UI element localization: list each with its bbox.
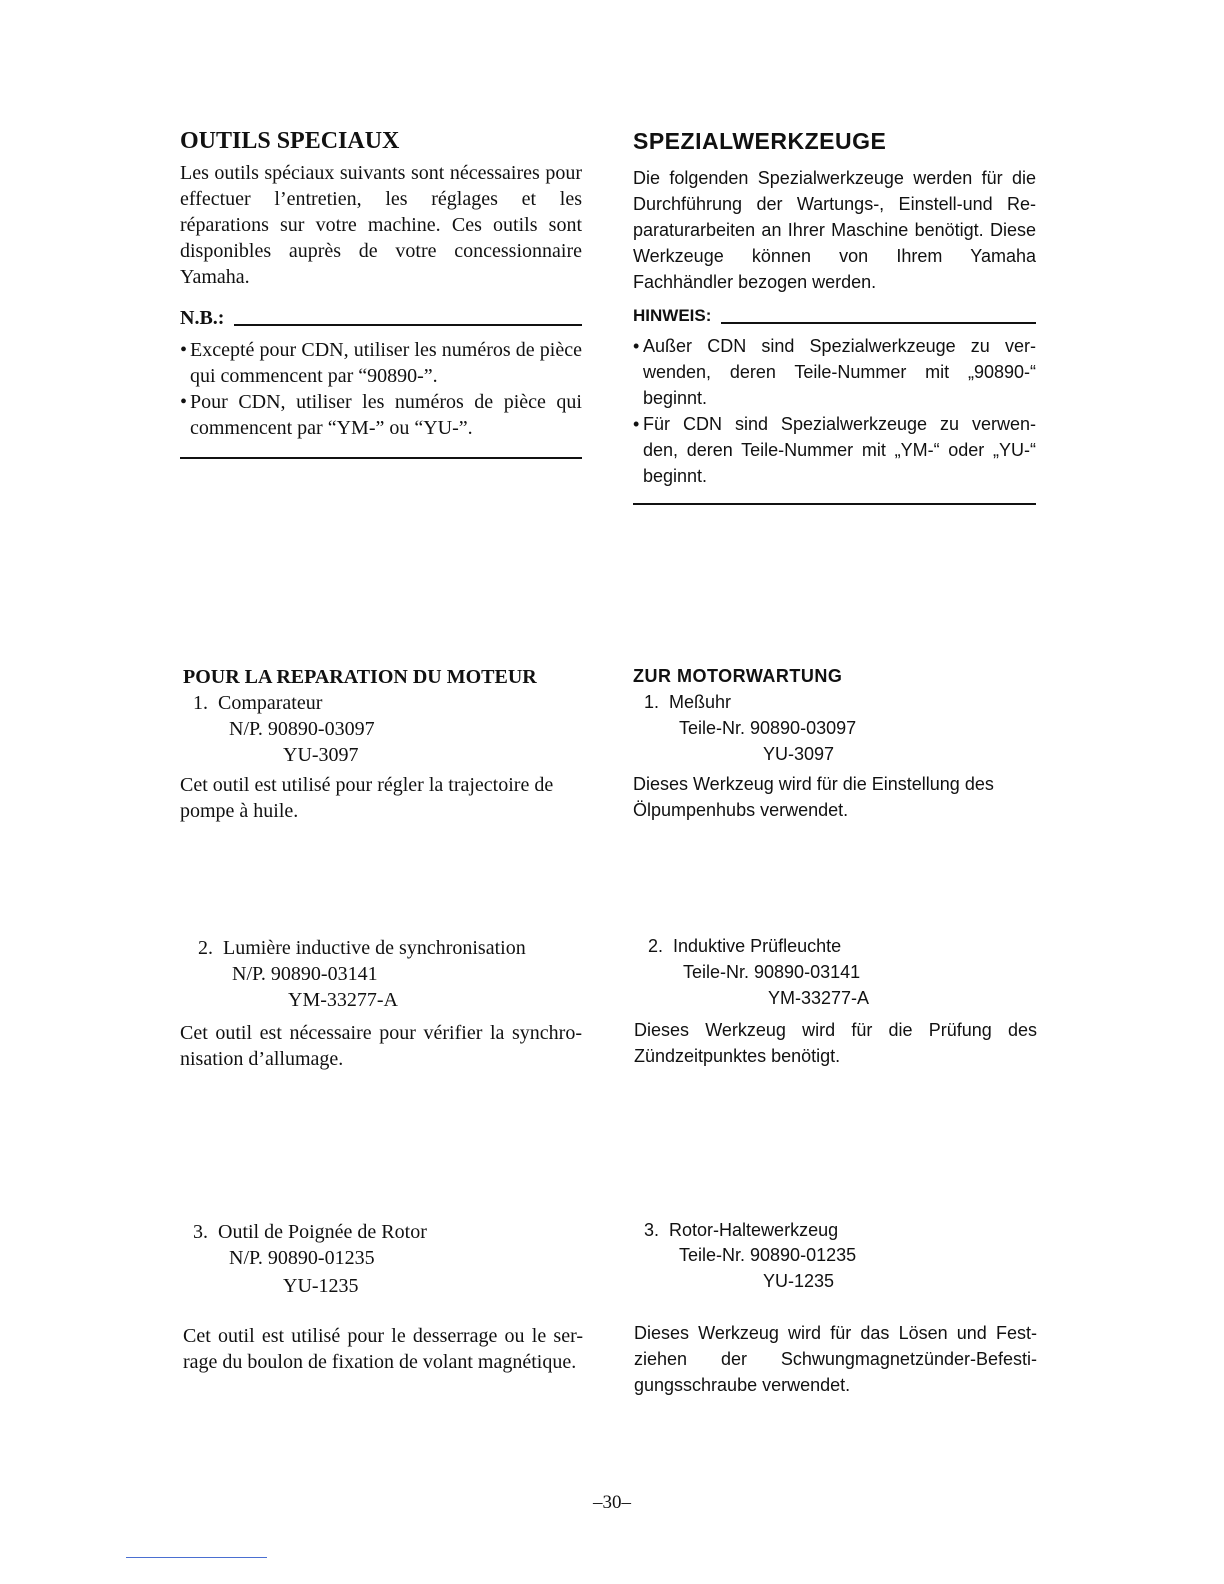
de-tool-3-part-number: Teile-Nr. 90890-01235 — [679, 1245, 857, 1265]
fr-tool-1-name: 1. Comparateur — [193, 692, 323, 714]
fr-tool-2-name: 2. Lumière inductive de synchronisation — [198, 937, 526, 959]
fr-note-rule — [234, 324, 582, 326]
fr-tool-2-alt-number: YM-33277-A — [288, 989, 398, 1011]
fr-title: OUTILS SPECIAUX — [180, 128, 400, 154]
fr-tool-2-part-number: N/P. 90890-03141 — [232, 963, 378, 985]
footer-link-rule — [126, 1557, 267, 1558]
de-title: SPEZIALWERKZEUGE — [633, 128, 887, 154]
fr-tool-3-part-number: N/P. 90890-01235 — [229, 1247, 375, 1269]
de-tool-2-alt-number: YM-33277-A — [768, 988, 870, 1008]
fr-intro: Les outils spéciaux suivants sont nécessaires pour effectuer l’entretien, les réglages et les réparations sur votre machine. Ces outils sont disponibles auprès de votre concessionnaire Yamaha. — [180, 162, 582, 288]
fr-note-header — [180, 305, 582, 331]
de-tool-1-name: 1. Meßuhr — [644, 692, 732, 712]
fr-note-item: • Excepté pour CDN, utiliser les numéros de pièce qui commencent par “90890-”. — [180, 339, 582, 387]
de-note — [633, 303, 1036, 505]
de-tool-1-description: Dieses Werkzeug wird für die Einstellung des Ölpumpenhubs verwendet. — [633, 774, 994, 820]
de-tool-2-name: 2. Induktive Prüfleuchte — [648, 936, 842, 956]
fr-tool-2-description: Cet outil est nécessaire pour vérifier la synchro- nisation d’allumage. — [180, 1022, 582, 1070]
page-number: –30– — [593, 1492, 631, 1513]
fr-note-item: • Pour CDN, utiliser les numéros de pièce qui commencent par “YM-” ou “YU-”. — [180, 391, 582, 439]
de-section-title: ZUR MOTORWARTUNG — [633, 666, 843, 686]
fr-note-label: N.B.: — [180, 307, 225, 329]
de-tool-1-alt-number: YU-3097 — [763, 744, 835, 764]
de-note-header — [633, 303, 1036, 329]
de-note-label: HINWEIS: — [633, 306, 712, 325]
fr-tool-1-description: Cet outil est utilisé pour régler la trajectoire de pompe à huile. — [180, 774, 554, 822]
fr-tool-1-part-number: N/P. 90890-03097 — [229, 718, 375, 740]
de-note-rule — [721, 322, 1036, 324]
de-tool-2-part-number: Teile-Nr. 90890-03141 — [683, 962, 861, 982]
de-tool-3-description: Dieses Werkzeug wird für das Lösen und Fest- ziehen der Schwungmagnetzünder-Befesti- gungsschraube verwendet. — [634, 1323, 1037, 1395]
de-intro: Die folgenden Spezialwerkzeuge werden für die Durchführung der Wartungs-, Einstell-und Re- paraturarbeiten an Ihrer Maschine benötigt. Diese Werkzeuge können von Ihrem Yamaha Fachhändler bezogen werden. — [633, 168, 1036, 292]
fr-tool-1-alt-number: YU-3097 — [283, 744, 359, 766]
fr-note-end-rule — [180, 457, 582, 459]
fr-note — [180, 305, 582, 459]
fr-tool-3-name: 3. Outil de Poignée de Rotor — [193, 1221, 427, 1243]
de-tool-2-description: Dieses Werkzeug wird für die Prüfung des Zündzeitpunktes benötigt. — [634, 1020, 1037, 1066]
fr-section-title: POUR LA REPARATION DU MOTEUR — [183, 666, 537, 688]
de-note-end-rule — [633, 503, 1036, 505]
fr-tool-3-description: Cet outil est utilisé pour le desserrage ou le ser- rage du boulon de fixation de volant magnétique. — [183, 1325, 583, 1373]
de-tool-1-part-number: Teile-Nr. 90890-03097 — [679, 718, 857, 738]
fr-tool-3-alt-number: YU-1235 — [283, 1275, 359, 1297]
de-note-item: • Für CDN sind Spezialwerkzeuge zu verwen- den, deren Teile-Nummer mit „YM-“ oder „YU-“ beginnt. — [633, 414, 1036, 486]
de-note-item: • Außer CDN sind Spezialwerkzeuge zu ver- wenden, deren Teile-Nummer mit „90890-“ beginnt. — [633, 336, 1036, 408]
de-tool-3-alt-number: YU-1235 — [763, 1271, 835, 1291]
de-tool-3-name: 3. Rotor-Haltewerkzeug — [644, 1220, 839, 1240]
